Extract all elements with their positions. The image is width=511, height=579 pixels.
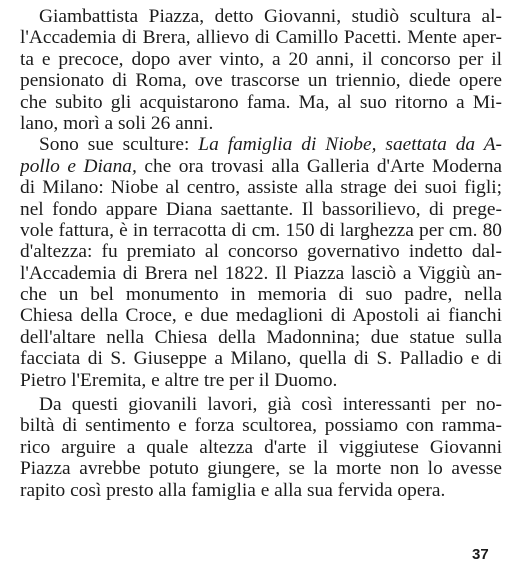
text-line: [20, 241, 502, 262]
italic-title-segment: La famiglia di Niobe, saettata da A-: [198, 134, 502, 156]
text-line: [20, 458, 502, 479]
text-line: [20, 92, 502, 113]
text-segment: che un bel monumento in memoria di suo padre, nella: [20, 284, 502, 306]
text-segment: vole fattura, è in terracotta di cm. 150 di larghezza per cm. 80: [20, 219, 502, 241]
text-line: [20, 327, 502, 348]
text-line: [20, 6, 502, 27]
paragraph: [20, 6, 502, 134]
text-line: [20, 156, 502, 177]
text-segment: Sono sue sculture:: [39, 134, 199, 156]
text-line: [20, 49, 502, 70]
text-segment: dell'altare nella Chiesa della Madonnina; due statue sulla: [20, 326, 502, 348]
text-segment: d'altezza: fu premiato al concorso governativo indetto dal-: [20, 241, 502, 263]
text-segment: l'Accademia di Brera nel 1822. Il Piazza lasciò a Viggiù an-: [20, 262, 502, 284]
text-segment: lano, morì a soli 26 anni.: [20, 112, 214, 134]
text-segment: ta e precoce, dopo aver vinto, a 20 anni, il concorso per il: [20, 48, 502, 70]
text-segment: Da questi giovanili lavori, già così interessanti per no-: [39, 394, 502, 416]
italic-title-segment: pollo e Diana,: [20, 155, 137, 177]
text-segment: l'Accademia di Brera, allievo di Camillo Pacetti. Mente aper-: [20, 27, 502, 49]
text-segment: Giambattista Piazza, detto Giovanni, studiò scultura al-: [39, 6, 502, 27]
text-segment: Piazza avrebbe potuto giungere, se la morte non lo avesse: [20, 458, 502, 480]
text-segment: Pietro l'Eremita, e altre tre per il Duomo.: [20, 369, 338, 391]
text-segment: rico arguire a quale altezza d'arte il viggiutese Giovanni: [20, 436, 502, 458]
text-line: [20, 199, 502, 220]
paragraph: [20, 134, 502, 391]
text-line: [20, 177, 502, 198]
text-segment: rapito così presto alla famiglia e alla sua fervida opera.: [20, 479, 446, 501]
text-line: [20, 27, 502, 48]
text-line: [20, 480, 502, 501]
text-segment: che subito gli acquistarono fama. Ma, al suo ritorno a Mi-: [20, 91, 502, 113]
text-segment: Chiesa della Croce, e due medaglioni di Apostoli ai fianchi: [20, 305, 502, 327]
text-line: [20, 263, 502, 284]
text-line: [20, 70, 502, 91]
body-text: [20, 6, 502, 501]
text-line: [20, 134, 502, 155]
text-segment: che ora trovasi alla Galleria d'Arte Moderna: [136, 155, 502, 177]
text-line: [20, 220, 502, 241]
text-line: [20, 415, 502, 436]
text-line: [20, 113, 502, 134]
text-line: [20, 394, 502, 415]
text-segment: facciata di S. Giuseppe a Milano, quella di S. Palladio e di: [20, 348, 502, 370]
text-segment: nel fondo appare Diana saettante. Il bassorilievo, di prege-: [20, 198, 502, 220]
text-segment: biltà di sentimento e forza scultorea, possiamo con ramma-: [20, 415, 502, 437]
text-line: [20, 305, 502, 326]
text-line: [20, 370, 502, 391]
text-line: [20, 284, 502, 305]
text-segment: di Milano: Niobe al centro, assiste alla strage dei suoi figli;: [20, 177, 502, 199]
page-number: 37: [472, 546, 489, 563]
text-line: [20, 437, 502, 458]
text-line: [20, 348, 502, 369]
paragraph: [20, 394, 502, 501]
text-segment: pensionato di Roma, ove trascorse un triennio, diede opere: [20, 70, 502, 92]
